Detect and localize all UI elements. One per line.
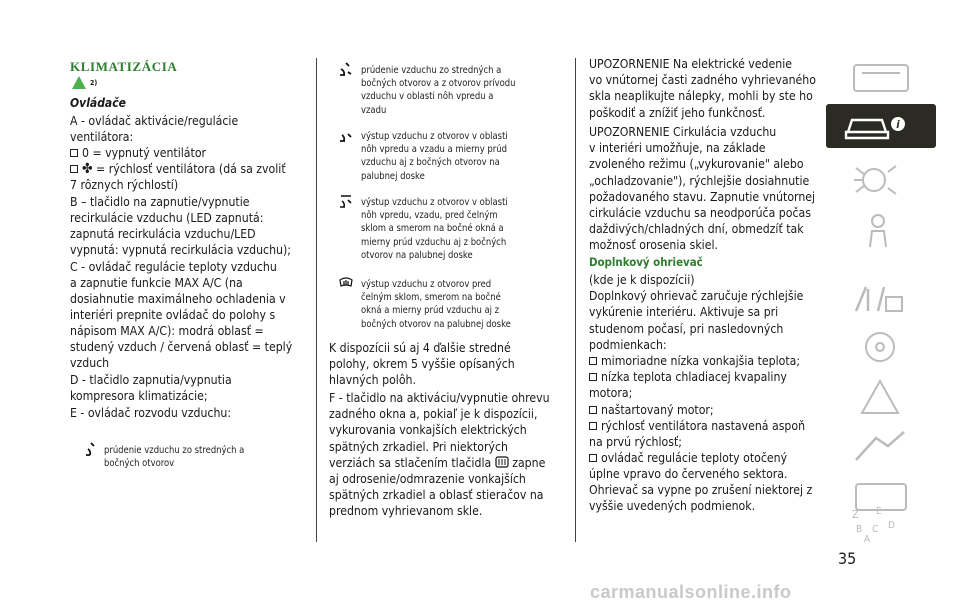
paragraph-line: 7 rôznych rýchlostí)	[70, 178, 179, 192]
mirror-defrost-icon	[495, 456, 509, 468]
icon-description: prúdenie vzduchu zo stredných a	[104, 445, 245, 456]
svg-text:D: D	[888, 520, 895, 531]
bullet-continuation: na prvú rýchlosť;	[589, 435, 682, 450]
icon-description: výstup vzduchu z otvorov v oblasti	[361, 131, 508, 142]
paragraph-line: spätných zrkadiel a oblasť stieračov na	[329, 488, 544, 503]
paragraph	[329, 340, 515, 389]
icon-description: čelným sklom, smerom na bočné	[361, 292, 501, 304]
icon-description: nôh vpredu, vzadu, pred čelným	[361, 210, 498, 222]
paragraph	[589, 482, 812, 514]
icon-description: bočných otvorov na palubnej doske	[361, 318, 511, 330]
paragraph-line: a zapnutie funkcie MAX A/C (na	[70, 276, 243, 290]
air-feet-windshield-icon	[339, 194, 353, 208]
bullet-item: 0 = vypnutý ventilátor	[70, 145, 206, 161]
paragraph-line: vypnutá: vypnutá recirkulácia vzduchu);	[70, 243, 291, 257]
paragraph-line: B – tlačidlo na zapnutie/vypnutie	[70, 195, 250, 209]
paragraph-line: podmienkach:	[589, 337, 667, 352]
paragraph-line: dosiahnutie maximálneho ochladenia v	[70, 292, 286, 306]
bullet-continuation: motora;	[589, 386, 633, 401]
icon-description-block	[361, 278, 511, 331]
column-divider	[316, 58, 317, 542]
bullet-icon	[70, 165, 78, 173]
icon-description: výstup vzduchu z otvorov v oblasti	[361, 197, 508, 208]
paragraph-line: zadného okna a, pokiaľ je k dispozícii,	[329, 407, 538, 422]
paragraph-line: hlavných polôh.	[329, 373, 416, 388]
paragraph-line: kompresora klimatizácie;	[70, 389, 208, 403]
bullet-item: rýchlosť ventilátora nastavená aspoň	[589, 418, 805, 434]
tab-safety-icon[interactable]	[826, 207, 936, 251]
svg-text:E: E	[876, 506, 882, 517]
paragraph-line: studený vzduch / červená oblasť = teplý	[70, 340, 293, 354]
paragraph-line: požadovaného stavu. Zapnutie vnútornej	[589, 189, 816, 204]
air-face-icon	[85, 442, 99, 456]
tab-lights-icon[interactable]	[826, 158, 936, 202]
tab-steering-icon[interactable]	[826, 325, 936, 369]
paragraph-line: E - ovládač rozvodu vzduchu:	[70, 406, 232, 420]
paragraph-line: A - ovládač aktivácie/regulácie	[70, 114, 239, 128]
paragraph-line: „ochladzovanie"), rýchlejšie dosiahnutie	[589, 173, 810, 188]
subheading: Ovládače	[70, 96, 126, 110]
bullet-item: mimoriadne nízka vonkajšia teplota;	[589, 353, 805, 369]
warning-paragraph	[589, 124, 815, 254]
icon-description-block	[361, 130, 508, 183]
paragraph-line: skla neaplikujte nálepky, mohli by ste ho	[589, 89, 813, 104]
paragraph-line: UPOZORNENIE Na elektrické vedenie	[589, 57, 792, 71]
paragraph-line: prednom vyhrievanom skle.	[329, 504, 483, 519]
paragraph-line: spätných zrkadiel. Pri niektorých	[329, 439, 508, 454]
icon-description: bočných otvorov	[104, 458, 175, 469]
tab-emergency-icon[interactable]	[826, 375, 936, 419]
paragraph-line: K dispozícii sú aj 4 ďalšie stredné	[329, 341, 511, 355]
tab-index-icon[interactable]	[826, 500, 936, 544]
paragraph-line: studenom počasí, pri nasledovných	[589, 321, 784, 336]
bullet-icon	[589, 373, 597, 381]
warning-paragraph	[589, 56, 816, 121]
icon-description: bočných otvorov a z otvorov prívodu	[361, 78, 516, 90]
footer-watermark: carmanualsonline.info	[590, 582, 792, 602]
paragraph-line: verziách sa stlačením tlačidla zapne	[329, 455, 546, 470]
paragraph-line: Doplnkový ohrievač zaručuje rýchlejšie	[589, 289, 804, 304]
icon-description-block	[361, 196, 508, 262]
air-feet-icon	[339, 128, 353, 142]
icon-description: prúdenie vzduchu zo stredných a	[361, 65, 502, 76]
paragraph	[329, 390, 550, 520]
paragraph-line: Ohrievač sa vypne po zrušení niektorej z	[589, 483, 813, 497]
paragraph-line: aj odrosenie/odmrazenie vonkajších	[329, 472, 526, 487]
paragraph-line: polohy, okrem 5 vyššie opísaných	[329, 357, 515, 372]
paragraph	[589, 272, 803, 353]
paragraph-line: vykurovania vonkajších elektrických	[329, 423, 527, 438]
paragraph-line: C - ovládač regulácie teploty vzduchu	[70, 260, 277, 274]
icon-description: otvorov na palubnej doske	[361, 249, 473, 261]
tab-dashboard-car-icon[interactable]	[826, 55, 936, 99]
fan-icon: ✤	[82, 161, 93, 177]
icon-description: výstup vzduchu z otvorov pred	[361, 279, 492, 290]
paragraph-line: poškodiť a znížiť jeho funkčnosť.	[589, 105, 766, 120]
tab-vehicle-info-icon[interactable]	[826, 104, 936, 148]
bullet-list	[589, 353, 805, 483]
svg-text:Z: Z	[852, 508, 859, 521]
bullet-item: ovládač regulácie teploty otočený	[589, 450, 805, 466]
icon-description: mierny prúd vzduchu aj z bočných	[361, 236, 507, 248]
paragraph-line: zvoleného režimu („vykurovanie" alebo	[589, 157, 804, 172]
paragraph-line: recirkulácie vzduchu (LED zapnutá:	[70, 211, 264, 225]
svg-text:C: C	[872, 524, 879, 535]
bullet-icon	[70, 149, 78, 157]
section-subheading: Doplnkový ohrievač	[589, 255, 703, 269]
bullet-icon	[589, 357, 597, 365]
icon-description: palubnej doske	[361, 170, 425, 182]
icon-description: nôh vpredu a vzadu a mierny prúd	[361, 144, 507, 156]
paragraph-line: UPOZORNENIE Cirkulácia vzduchu	[589, 125, 777, 139]
tab-maintenance-icon[interactable]	[826, 275, 936, 319]
warning-triangle-icon	[72, 76, 86, 89]
bullet-item: nízka teplota chladiacej kvapaliny	[589, 369, 805, 385]
paragraph-line: zapnutá recirkulácia vzduchu/LED	[70, 227, 256, 241]
tab-technical-data-icon[interactable]	[826, 424, 936, 468]
paragraph-line: cirkulácie vzduchu sa neodporúča počas	[589, 206, 811, 221]
paragraph-line: nápisom MAX A/C): modrá oblasť =	[70, 324, 264, 338]
paragraph-line: (kde je k dispozícii)	[589, 273, 695, 287]
air-face-feet-icon	[339, 62, 353, 76]
page-number: 35	[838, 549, 857, 568]
bullet-item: naštartovaný motor;	[589, 402, 805, 418]
bullet-icon	[589, 454, 597, 462]
paragraph-line: vykúrenie interiéru. Aktivuje sa pri	[589, 305, 779, 320]
windshield-defrost-icon	[339, 276, 353, 290]
bullet-icon	[589, 422, 597, 430]
svg-text:i: i	[896, 118, 900, 131]
icon-description: sklom a smerom na bočné okná a	[361, 223, 504, 235]
section-heading: KLIMATIZÁCIA	[70, 59, 178, 74]
paragraph-line: interiéri prepnite ovládač do polohy s	[70, 308, 276, 322]
column-divider	[575, 58, 576, 542]
bullet-item: ✤ = rýchlosť ventilátora (dá sa zvoliť	[70, 161, 286, 177]
paragraph-line: D - tlačidlo zapnutia/vypnutia	[70, 373, 232, 387]
icon-description-block	[361, 64, 516, 117]
paragraph-line: F - tlačidlo na aktiváciu/vypnutie ohrevu	[329, 391, 550, 405]
warning-reference: 2)	[90, 79, 98, 87]
paragraph-line: vyššie uvedených podmienok.	[589, 499, 756, 514]
svg-text:A: A	[864, 534, 871, 544]
bullet-continuation: úplne vpravo do červeného sektora.	[589, 467, 788, 482]
icon-description: vzduchu aj z bočných otvorov na	[361, 157, 500, 169]
paragraph-line: daždivých/chladných dní, obmedzíť tak	[589, 222, 804, 237]
paragraph-line: možnosť orosenia skiel.	[589, 238, 718, 253]
paragraph-line: vzduch	[70, 356, 110, 370]
paragraph-line: ventilátora:	[70, 130, 134, 144]
icon-description: okná a mierny prúd vzduchu aj z	[361, 305, 500, 317]
icon-description: vzadu	[361, 104, 387, 116]
icon-description: vzduchu v oblasti nôh vpredu a	[361, 91, 494, 103]
svg-text:B: B	[856, 524, 863, 535]
paragraph-line: v interiéri umožňuje, na základe	[589, 141, 766, 156]
paragraph-line: vo vnútornej časti zadného vyhrievaného	[589, 73, 816, 88]
bullet-icon	[589, 406, 597, 414]
